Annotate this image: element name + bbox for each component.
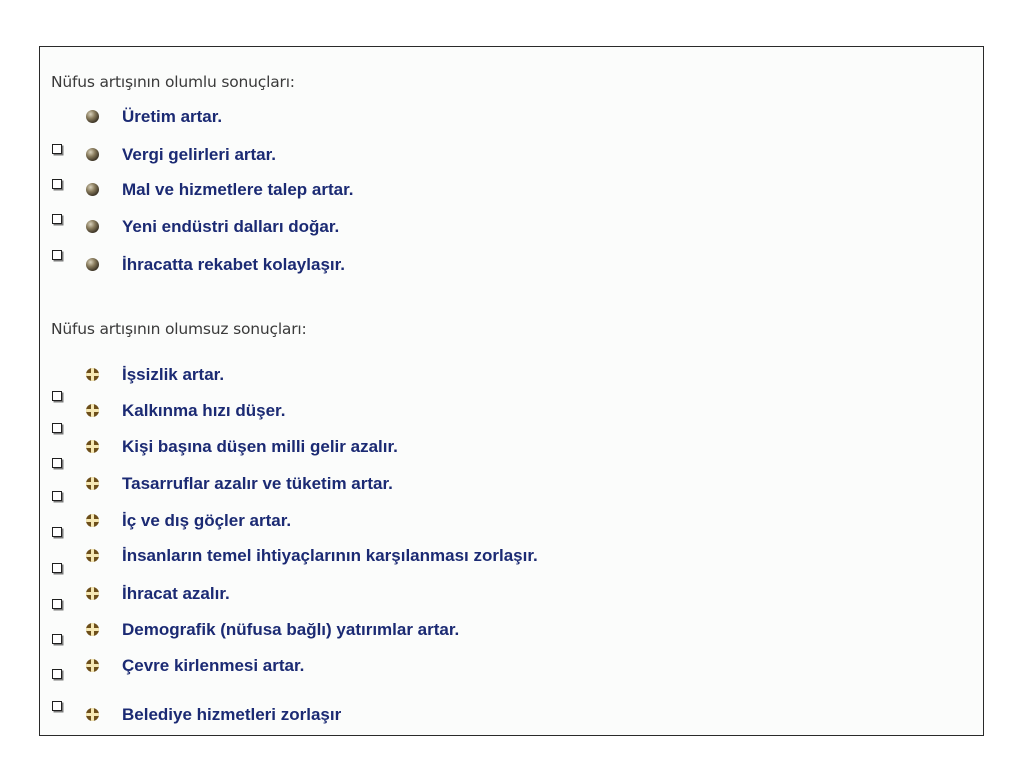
cross-circle-bullet-icon <box>86 440 99 453</box>
cross-circle-bullet-icon <box>86 368 99 381</box>
checkbox-icon <box>52 144 62 154</box>
cross-circle-bullet-icon <box>86 404 99 417</box>
checkbox-icon <box>52 250 62 260</box>
checkbox-icon <box>52 527 62 537</box>
checkbox-icon <box>52 391 62 401</box>
bronze-ball-bullet-icon <box>86 110 99 123</box>
checkbox-icon <box>52 634 62 644</box>
negative-item: Demografik (nüfusa bağlı) yatırımlar artar. <box>122 620 460 639</box>
bronze-ball-bullet-icon <box>86 258 99 271</box>
checkbox-icon <box>52 701 62 711</box>
cross-circle-bullet-icon <box>86 708 99 721</box>
cross-circle-bullet-icon <box>86 514 99 527</box>
checkbox-icon <box>52 563 62 573</box>
checkbox-icon <box>52 179 62 189</box>
positive-item: Vergi gelirleri artar. <box>122 145 277 164</box>
cross-circle-bullet-icon <box>86 477 99 490</box>
slide-frame <box>39 46 984 736</box>
negative-item: Kalkınma hızı düşer. <box>122 401 286 420</box>
cross-circle-bullet-icon <box>86 659 99 672</box>
cross-circle-bullet-icon <box>86 549 99 562</box>
checkbox-icon <box>52 458 62 468</box>
negative-item: Kişi başına düşen milli gelir azalır. <box>122 437 398 456</box>
negative-consequences-heading: Nüfus artışının olumsuz sonuçları: <box>51 320 307 338</box>
cross-circle-bullet-icon <box>86 587 99 600</box>
checkbox-icon <box>52 669 62 679</box>
negative-item: İç ve dış göçler artar. <box>122 511 292 530</box>
checkbox-icon <box>52 423 62 433</box>
cross-circle-bullet-icon <box>86 623 99 636</box>
negative-item: Belediye hizmetleri zorlaşır <box>122 705 342 724</box>
bronze-ball-bullet-icon <box>86 148 99 161</box>
negative-item: Tasarruflar azalır ve tüketim artar. <box>122 474 393 493</box>
negative-item: İnsanların temel ihtiyaçlarının karşılanması zorlaşır. <box>122 546 538 565</box>
bronze-ball-bullet-icon <box>86 220 99 233</box>
negative-item: İşsizlik artar. <box>122 365 225 384</box>
checkbox-icon <box>52 599 62 609</box>
negative-item: İhracat azalır. <box>122 584 230 603</box>
checkbox-icon <box>52 214 62 224</box>
negative-item: Çevre kirlenmesi artar. <box>122 656 305 675</box>
positive-consequences-heading: Nüfus artışının olumlu sonuçları: <box>51 73 295 91</box>
bronze-ball-bullet-icon <box>86 183 99 196</box>
positive-item: Yeni endüstri dalları doğar. <box>122 217 340 236</box>
positive-item: İhracatta rekabet kolaylaşır. <box>122 255 346 274</box>
checkbox-icon <box>52 491 62 501</box>
positive-item: Üretim artar. <box>122 107 223 126</box>
positive-item: Mal ve hizmetlere talep artar. <box>122 180 354 199</box>
